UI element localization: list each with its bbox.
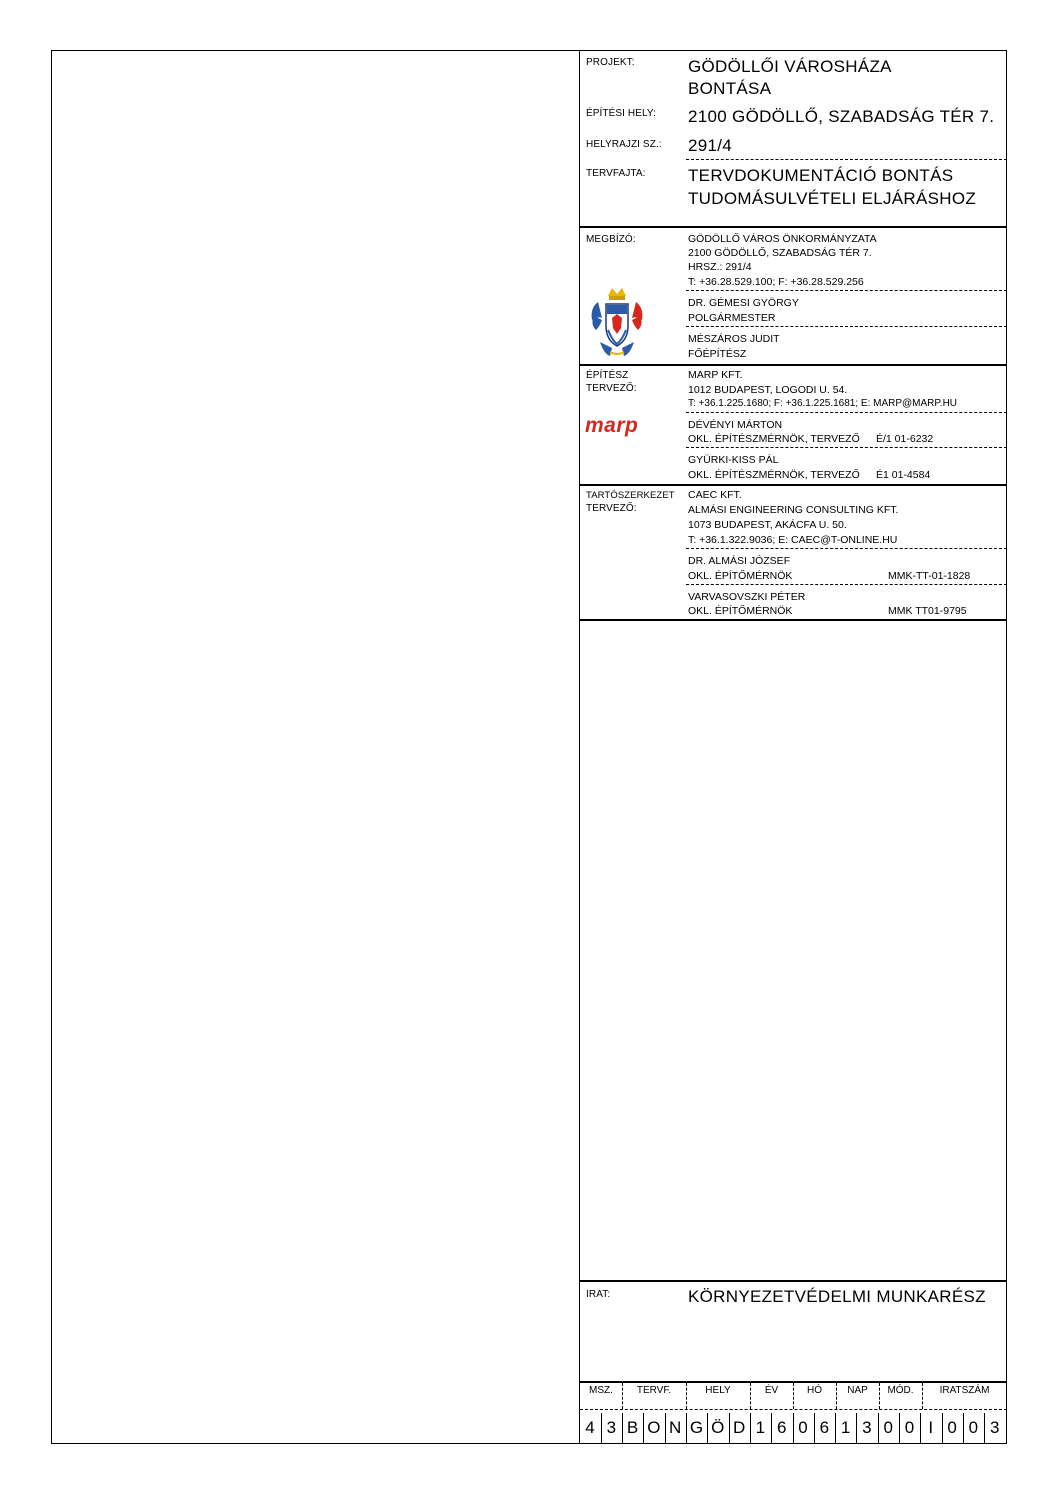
tervfajta-line2: TUDOMÁSULVÉTELI ELJÁRÁSHOZ (688, 189, 977, 208)
tartoszerkezet-line-3: 1073 BUDAPEST, AKÁCFA U. 50. (688, 519, 847, 531)
code-char-cell: 3 (989, 1418, 1000, 1437)
megbizo-line-1: GÖDÖLLŐ VÁROS ÖNKORMÁNYZATA (688, 233, 877, 245)
code-header-nap: NAP (847, 1385, 868, 1396)
code-cell-separator (920, 1413, 921, 1443)
tartoszerkezet-p2-code: MMK TT01-9795 (888, 605, 967, 617)
tartoszerkezet-line-4: T: +36.1.322.9036; E: CAEC@T-ONLINE.HU (688, 534, 898, 546)
code-char-cell: 3 (606, 1418, 617, 1437)
epitesz-line-2: 1012 BUDAPEST, LOGODI U. 54. (688, 384, 848, 396)
code-cell-separator (942, 1413, 943, 1443)
section-divider (580, 226, 1007, 228)
projekt-line2: BONTÁSA (688, 79, 772, 98)
megbizo-line-4: T: +36.28.529.100; F: +36.28.529.256 (688, 276, 864, 288)
code-char-cell: 0 (968, 1418, 979, 1437)
code-char-cell: 6 (819, 1418, 830, 1437)
code-header-mod: MÓD. (887, 1385, 914, 1396)
code-char-cell: 1 (755, 1418, 766, 1437)
section-divider (580, 484, 1007, 486)
dashed-line (686, 326, 1007, 327)
tervfajta-label: TERVFAJTA: (586, 168, 646, 179)
epitesz-label-2: TERVEZŐ: (586, 383, 637, 394)
code-cell-separator (750, 1413, 751, 1443)
irat-label: IRAT: (586, 1289, 611, 1300)
megbizo-p1-name: DR. GÉMESI GYÖRGY (688, 297, 799, 309)
megbizo-line-2: 2100 GÖDÖLLŐ, SZABADSÁG TÉR 7. (688, 247, 872, 259)
code-cell-separator (963, 1413, 964, 1443)
epitesz-line-1: MARP KFT. (688, 369, 743, 381)
code-cell-separator (707, 1413, 708, 1443)
code-char-cell: 0 (883, 1418, 893, 1437)
code-char-cell: 3 (862, 1418, 872, 1437)
header-separator (622, 1383, 623, 1409)
code-cell-separator (665, 1413, 666, 1443)
code-char-cell: 4 (585, 1418, 595, 1437)
epitesz-p1-code: É/1 01-6232 (876, 433, 934, 445)
tartoszerkezet-p1-title: OKL. ÉPÍTŐMÉRNÖK (688, 570, 793, 582)
code-cell-separator (835, 1413, 836, 1443)
code-char-cell: 0 (798, 1418, 808, 1437)
megbizo-p2-title: FŐÉPÍTÉSZ (688, 348, 747, 360)
section-divider (580, 1280, 1007, 1282)
code-char-cell: 6 (776, 1418, 787, 1437)
code-cell-separator (878, 1413, 879, 1443)
dashed-line (686, 412, 1007, 413)
code-header-hely: HELY (705, 1385, 731, 1396)
dashed-line (686, 584, 1007, 585)
code-char-cell: Ö (711, 1418, 725, 1437)
code-cell-separator (643, 1413, 644, 1443)
megbizo-p1-title: POLGÁRMESTER (688, 312, 776, 324)
dashed-line (686, 290, 1007, 291)
code-cell-separator (899, 1413, 900, 1443)
projekt-line1: GÖDÖLLŐI VÁROSHÁZA (688, 57, 892, 76)
code-cell-separator (814, 1413, 815, 1443)
epitesz-line-3: T: +36.1.225.1680; F: +36.1.225.1681; E: MARP@MARP.HU (688, 398, 958, 409)
megbizo-p2-name: MÉSZÁROS JUDIT (688, 333, 780, 345)
tartoszerkezet-p1-name: DR. ALMÁSI JÓZSEF (688, 555, 791, 567)
epitesi-hely-value: 2100 GÖDÖLLŐ, SZABADSÁG TÉR 7. (688, 107, 995, 126)
code-header-tervf: TERVF. (636, 1385, 672, 1396)
code-cell-separator (771, 1413, 772, 1443)
projekt-label: PROJEKT: (586, 57, 635, 68)
code-char-cell: N (669, 1418, 682, 1437)
code-char-cell: 0 (947, 1418, 957, 1437)
dashed-line (580, 1409, 1007, 1410)
tartoszerkezet-line-1: CAEC KFT. (688, 489, 742, 501)
epitesz-p1-name: DÉVÉNYI MÁRTON (688, 419, 783, 431)
code-char-cell: B (626, 1418, 639, 1437)
tartoszerkezet-label-2: TERVEZŐ: (586, 503, 637, 514)
code-cell-separator (984, 1413, 985, 1443)
code-char-cell: D (732, 1418, 746, 1437)
epitesz-p2-code: É1 01-4584 (876, 469, 931, 481)
tartoszerkezet-line-2: ALMÁSI ENGINEERING CONSULTING KFT. (688, 504, 899, 516)
code-cell-separator (729, 1413, 730, 1443)
code-header-ev: ÉV (764, 1385, 779, 1396)
code-char-cell: I (928, 1418, 934, 1437)
marp-logo: marp (585, 414, 639, 437)
code-char-cell: O (647, 1418, 661, 1437)
section-divider (580, 619, 1007, 621)
tartoszerkezet-label-1: TARTÓSZERKEZET (586, 490, 675, 501)
code-cell-separator (601, 1413, 602, 1443)
code-char-cell: G (689, 1418, 704, 1437)
code-header-iratszam: IRATSZÁM (939, 1385, 990, 1396)
megbizo-label: MEGBÍZÓ: (586, 234, 636, 245)
dashed-line (686, 159, 1007, 160)
megbizo-line-3: HRSZ.: 291/4 (688, 261, 752, 273)
epitesz-p1-title: OKL. ÉPÍTÉSZMÉRNÖK, TERVEZŐ (688, 433, 860, 445)
helyrajzi-value: 291/4 (688, 136, 733, 155)
tervfajta-line1: TERVDOKUMENTÁCIÓ BONTÁS (688, 166, 954, 185)
tartoszerkezet-p1-code: MMK-TT-01-1828 (888, 570, 971, 582)
code-header-msz: MSZ. (589, 1385, 613, 1396)
dashed-line (686, 548, 1007, 549)
header-separator (686, 1383, 687, 1409)
code-cell-separator (686, 1413, 687, 1443)
code-cell-separator (622, 1413, 623, 1443)
code-cell-separator (793, 1413, 794, 1443)
section-divider (580, 364, 1007, 366)
code-char-cell: 1 (840, 1418, 851, 1437)
code-cell-separator (856, 1413, 857, 1443)
tartoszerkezet-p2-title: OKL. ÉPÍTŐMÉRNÖK (688, 605, 793, 617)
epitesz-label-1: ÉPÍTÉSZ (586, 370, 629, 381)
irat-value: KÖRNYEZETVÉDELMI MUNKARÉSZ (688, 1287, 986, 1306)
dashed-line (686, 447, 1007, 448)
epitesz-p2-name: GYÜRKI-KISS PÁL (688, 454, 779, 466)
coat-of-arms-icon (586, 286, 648, 360)
header-separator (922, 1383, 923, 1409)
helyrajzi-label: HELYRAJZI SZ.: (586, 139, 662, 150)
code-char-cell: 0 (904, 1418, 915, 1437)
title-block-divider (579, 50, 580, 1444)
header-separator (793, 1383, 794, 1409)
header-separator (750, 1383, 751, 1409)
code-header-ho: HÓ (807, 1385, 822, 1396)
epitesz-p2-title: OKL. ÉPÍTÉSZMÉRNÖK, TERVEZŐ (688, 469, 860, 481)
header-separator (836, 1383, 837, 1409)
header-separator (879, 1383, 880, 1409)
tartoszerkezet-p2-name: VARVASOVSZKI PÉTER (688, 591, 806, 603)
epitesi-hely-label: ÉPÍTÉSI HELY: (586, 108, 657, 119)
